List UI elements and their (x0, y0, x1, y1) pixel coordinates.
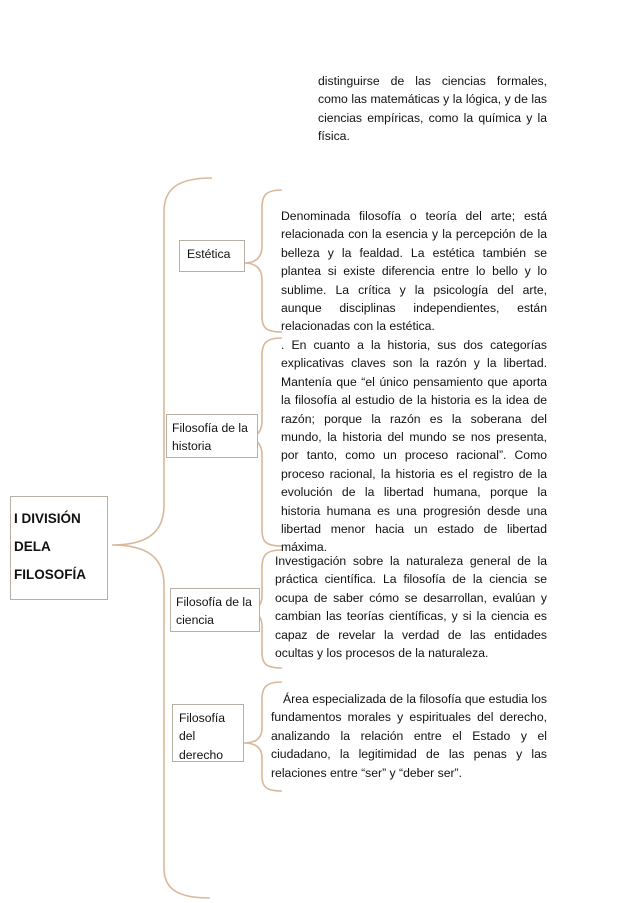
branch-label: Estética (187, 247, 231, 261)
main-topic-line: FILOSOFÍA (14, 567, 86, 582)
branch-label: Filosofía del derecho (179, 711, 226, 762)
intro-text: distinguirse de las ciencias formales, como las matemáticas y la lógica, y de las ciencias empíricas, como la química y la física. (318, 74, 547, 144)
branch-estetica-description: Denominada filosofía o teoría del arte; está relacionada con la esencia y la percepción de la belleza y la fealdad. La estética también se plantea si existe diferencia entre lo bello y lo sublime. La crítica y la psicología del arte, aunque disciplinas independientes, están relacionadas con la estética. (281, 209, 547, 334)
main-brace (112, 178, 212, 898)
main-topic-line: I DIVISIÓN (14, 511, 81, 526)
branch-label: Filosofía de la historia (172, 421, 248, 454)
branch-derecho-box (172, 704, 244, 762)
branch-historia-description: . En cuanto a la historia, sus dos categorías explicativas claves son la razón y la libertad. Mantenía que “el único pensamiento que aporta la filosofía al estudio de la historia es la idea de razón; porque la razón es la soberana del mundo, la historia del mundo se nos presenta, por tanto, como un proceso racional”. Como proceso racional, la historia es el registro de la evolución de la libertad humana, porque la historia humana es una progresión desde una libertad menor hacia un estado de libertad máxima. (281, 338, 547, 555)
branch-ciencia-description: Investigación sobre la naturaleza general de la práctica científica. La filosofía de la ciencia se ocupa de saber cómo se desarrollan, evalúan y cambian las teorías científicas, y si la ciencia es capaz de revelar la verdad de las entidades ocultas y los procesos de la naturaleza. (275, 554, 547, 661)
brace-estetica (244, 190, 282, 332)
branch-label: Filosofía de la ciencia (176, 595, 252, 628)
branch-estetica-box (179, 240, 245, 272)
main-topic-line: DELA (14, 539, 51, 554)
main-topic-box (10, 496, 108, 600)
branch-historia-box (166, 414, 258, 458)
branch-ciencia-box (170, 588, 260, 632)
branch-derecho-description: Área especializada de la filosofía que estudia los fundamentos morales y espirituales del derecho, analizando la relación entre el Estado y el ciudadano, la legitimidad de las penas y las relaciones entre “ser” y “deber ser”. (271, 692, 547, 780)
